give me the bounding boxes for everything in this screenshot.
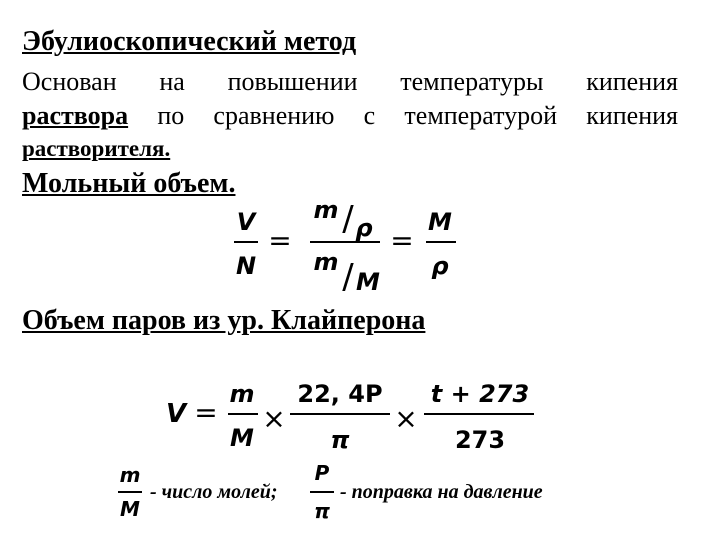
formula1-den-m: m [313,248,339,276]
formula2-den-pi: π [330,426,350,454]
formula2-times-1: × [262,402,286,435]
paragraph-line-2 [22,98,678,133]
formula2-v: V [165,399,187,429]
page-title: Эбулиоскопический метод [22,26,357,57]
legend-fraction-pressure [306,456,338,524]
legend-fraction-moles [112,460,148,522]
formula2-den-273: 273 [454,426,506,454]
formula1-num-rho: ρ [355,214,373,242]
formula1-v: V [236,208,256,236]
legend-frac1-m: m [119,463,141,487]
legend-pressure-text: - поправка на давление [340,481,543,503]
legend-frac2-p: P [314,461,330,485]
legend-frac2-pi: π [314,499,330,523]
section-heading-vapor-volume: Объем паров из ур. Клайперона [22,305,426,336]
solution-term: раствора [22,101,129,130]
formula2-num-22-4p: 22, 4P [297,380,383,408]
formula1-equals-1: = [268,224,292,257]
paragraph-line-2-rest: по сравнению с температурой кипения [157,101,679,130]
formula2-den-M: M [230,424,254,452]
formula1-num-M: M [428,208,452,236]
formula2-equals: = [194,396,218,429]
formula1-n: N [235,252,257,280]
legend-frac1-M: M [120,497,140,521]
formula1-num-slash: / [342,199,354,239]
molar-volume-formula [230,190,470,300]
formula2-times-2: × [394,402,418,435]
formula2-num-m: m [229,380,255,408]
paragraph-line-1: Основан на повышении температуры кипения [22,67,678,96]
formula1-den-rho: ρ [431,252,449,280]
formula1-den-M: M [356,268,380,296]
paragraph-line-3 [22,130,678,166]
formula1-equals-2: = [390,224,414,257]
formula2-num-t-plus-273: t + 273 [430,380,530,408]
section-heading-molar-volume: Мольный объем. [22,168,236,199]
clapeyron-volume-formula [160,368,540,460]
legend-moles-text: - число молей; [150,481,278,503]
formula1-den-slash: / [342,257,354,297]
formula1-num-m: m [313,196,339,224]
solvent-term: растворителя. [22,136,171,161]
